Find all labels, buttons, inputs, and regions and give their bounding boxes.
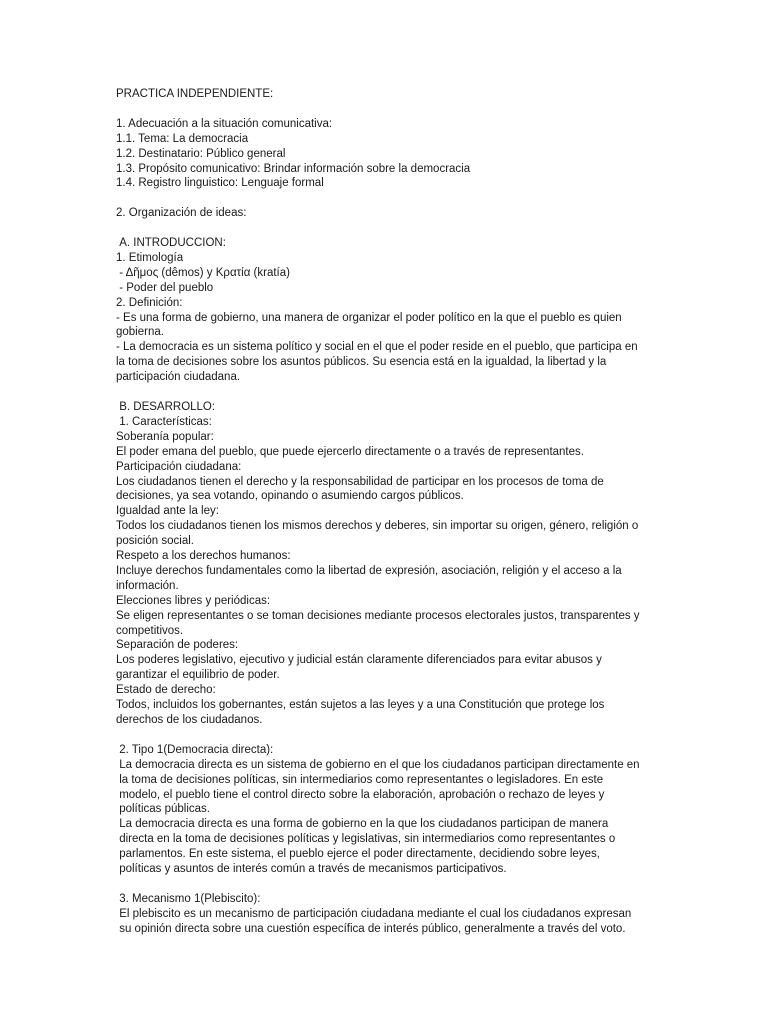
item-title: 2. Tipo 1(Democracia directa): <box>116 743 274 756</box>
list-item: 1.2. Destinatario: Público general <box>116 147 286 160</box>
list-item: 1.3. Propósito comunicativo: Brindar información sobre la democracia <box>116 162 471 175</box>
text-line: competitivos. <box>116 624 184 637</box>
text-line: - Poder del pueblo <box>116 281 214 294</box>
blank-line <box>116 877 656 892</box>
text-line: Los ciudadanos tienen el derecho y la responsabilidad de participar en los procesos de toma de <box>116 475 604 488</box>
text-line: Todos los ciudadanos tienen los mismos derechos y deberes, sin importar su origen, género, religión o <box>116 520 639 533</box>
item-title: 1. Características: <box>116 415 212 428</box>
text-line: - Es una forma de gobierno, una manera de organizar el poder político en la que el pueblo es quien <box>116 311 622 324</box>
list-item: 1.1. Tema: La democracia <box>116 132 249 145</box>
feature-title: Estado de derecho: <box>116 684 216 697</box>
item-title: 2. Definición: <box>116 296 183 309</box>
text-line: gobierna. <box>116 326 164 339</box>
section-title: 2. Organización de ideas: <box>116 207 247 220</box>
text-line: directa en la toma de decisiones políticas y legislativas, sin intermediarios como representantes o <box>116 833 616 846</box>
feature-title: Elecciones libres y periódicas: <box>116 594 271 607</box>
subsection-title: B. DESARROLLO: <box>116 400 216 413</box>
text-line: Los poderes legislativo, ejecutivo y judicial están claramente diferenciados para evitar abusos y <box>116 654 602 667</box>
text-line: El plebiscito es un mecanismo de participación ciudadana mediante el cual los ciudadanos expresan <box>116 907 632 920</box>
text-line: El poder emana del pueblo, que puede ejercerlo directamente o a través de representantes. <box>116 445 584 458</box>
text-line: decisiones, ya sea votando, opinando o asumiendo cargos públicos. <box>116 490 464 503</box>
text-line: Se eligen representantes o se toman decisiones mediante procesos electorales justos, transparentes y <box>116 609 640 622</box>
text-line: participación ciudadana. <box>116 371 241 384</box>
feature-title: Respeto a los derechos humanos: <box>116 550 291 563</box>
feature-title: Participación ciudadana: <box>116 460 242 473</box>
text-line: Todos, incluidos los gobernantes, están sujetos a las leyes y a una Constitución que protege los <box>116 699 605 712</box>
list-item: 1.4. Registro linguistico: Lenguaje formal <box>116 177 324 190</box>
text-line: La democracia directa es una forma de gobierno en la que los ciudadanos participan de manera <box>116 818 609 831</box>
text-line: garantizar el equilibrio de poder. <box>116 669 280 682</box>
blank-line <box>116 728 656 743</box>
item-title: 3. Mecanismo 1(Plebiscito): <box>116 892 261 905</box>
feature-title: Igualdad ante la ley: <box>116 505 219 518</box>
text-line: Incluye derechos fundamentales como la libertad de expresión, asociación, religión y el acceso a la <box>116 564 622 577</box>
blank-line <box>116 102 656 117</box>
text-line: posición social. <box>116 535 194 548</box>
blank-line <box>116 191 656 206</box>
subsection-title: A. INTRODUCCION: <box>116 237 226 250</box>
text-line: información. <box>116 579 179 592</box>
text-line: La democracia directa es un sistema de gobierno en el que los ciudadanos participan directamente en <box>116 758 640 771</box>
text-line: modelo, el pueblo tiene el control directo sobre la elaboración, aprobación o rechazo de leyes y <box>116 788 605 801</box>
item-title: 1. Etimología <box>116 251 184 264</box>
text-line: derechos de los ciudadanos. <box>116 714 263 726</box>
document-body <box>116 87 656 937</box>
page-heading: PRACTICA INDEPENDIENTE: <box>116 88 274 100</box>
blank-line <box>116 221 656 236</box>
text-line: políticas públicas. <box>116 803 210 816</box>
text-line: parlamentos. En este sistema, el pueblo ejerce el poder directamente, decidiendo sobre leyes, <box>116 848 600 861</box>
text-line: - La democracia es un sistema político y social en el que el poder reside en el pueblo, que participa en <box>116 341 638 354</box>
feature-title: Separación de poderes: <box>116 639 239 652</box>
text-line: - Δῆμος (dêmos) y Κρατία (kratía) <box>116 266 290 279</box>
feature-title: Soberanía popular: <box>116 430 214 443</box>
text-line: la toma de decisiones políticas, sin intermediarios como representantes o legisladores. En este <box>116 773 604 786</box>
blank-line <box>116 385 656 400</box>
text-line: la toma de decisiones sobre los asuntos públicos. Su esencia está en la igualdad, la libertad y la <box>116 356 607 369</box>
section-title: 1. Adecuación a la situación comunicativa: <box>116 117 333 130</box>
text-line: su opinión directa sobre una cuestión específica de interés público, generalmente a través del voto. <box>116 922 626 935</box>
text-line: políticas y asuntos de interés común a través de mecanismos participativos. <box>116 863 507 876</box>
